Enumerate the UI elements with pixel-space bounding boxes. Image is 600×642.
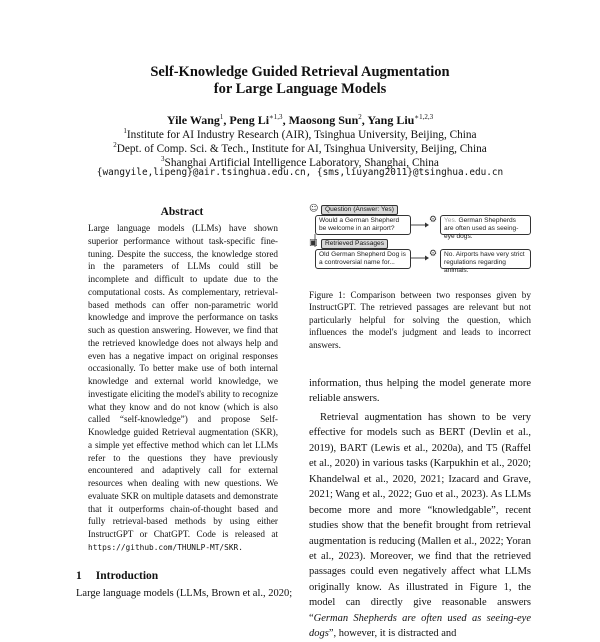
abstract-heading: Abstract (160, 206, 204, 218)
retriever-icon: ▣ (309, 238, 318, 248)
paper-title (0, 64, 600, 98)
author-sup: ∗1,3 (269, 113, 283, 121)
affiliation-2: $^2$Dept. of Comp. Sci. & Tech., Institute for AI, Tsinghua University, Beijing, China (113, 141, 487, 155)
author-emails: {wangyile,lipeng}@air.tsinghua.edu.cn, {sms,liuyang2011}@tsinghua.edu.cn (96, 167, 504, 178)
paragraph-retrieval-augmentation: Retrieval augmentation has shown to be very effective for models such as BERT (Devlin et al., 2019), BART (Lewis et al., 2020a), and T5 (Raffel et al., 2020) in various tasks (Karpukhin et al., 2020; Khandelwal et al., 2020, 2021; Izacard and Grave, 2021; Wang et al., 2022; Guo et al., 2023). As LLMs become more and more “knowledgable”, recent studies show that the benefit brought from retrieval augmentation is reducing (Mallen et al., 2022; Yoran et al., 2023). Moreover, we find that the retrieved passages could even negatively affect what LLMs originally know. As illustrated in Figure 1, the model can directly give reasonable answers “German Shepherds are often used as seeing-eye dogs”, however, it is distracted and (309, 411, 531, 640)
author-name: Peng Li (229, 113, 270, 127)
author-sup: 2 (358, 113, 362, 121)
passages-label: Retrieved Passages (321, 239, 388, 249)
answer-1-text: German Shepherds are often used as seeing-eye dogs. (444, 217, 519, 240)
author-name: Maosong Sun (288, 113, 359, 127)
affiliation-3: $^3$Shanghai Artificial Intelligence Laboratory, Shanghai, China (161, 155, 439, 169)
author-name: Yile Wang (166, 113, 220, 127)
abstract-text: Large language models (LLMs) have shown superior performance without task-specific fine-tuning. Despite the success, the knowledge stored in the parameters of LLMs could still be incomplete and difficult to update due to the computational costs. As complementary, retrieval-based methods can offer non-parametric world knowledge and improve the performance on tasks such as question answering. However, we find that the retrieved knowledge does not always help and even has a negative impact on original responses occasionally. To better make use of both internal knowledge and external world knowledge, we investigate eliciting the model's ability to recognize what they know and do not know (which is also called “self-knowledge”) and propose Self-Knowledge guided Retrieval augmentation (SKR), a simple yet effective method which can let LLMs refer to the questions they have previously encountered and adaptively call for external resources when dealing with new questions. We evaluate SKR on multiple datasets and demonstrate that it outperforms chain-of-thought based and fully retrieval-based methods by using either InstructGPT or ChatGPT. Code is released at (88, 223, 278, 539)
answer-box-2: No. Airports have very strict regulations regarding animals. (440, 249, 531, 269)
author-list: Yile Wang$^1$, Peng $Li^{∗1,3}$, Maosong Sun$^2$, Yang Liu$^{∗1,2,3}$ (166, 113, 434, 127)
title-line-1: Self-Knowledge Guided Retrieval Augmentation (150, 64, 450, 80)
author-sup: 1 (219, 113, 224, 121)
affiliation-1: $^1$Institute for AI Industry Research (AIR), Tsinghua University, Beijing, China (123, 127, 477, 141)
robot-icon: ⚙ (429, 215, 438, 225)
right-column-text (309, 376, 531, 642)
figure-1-caption: Figure 1: Comparison between two responses given by InstructGPT. The retrieved passages are relevant but not particularly helpful for solving the question, which influences the model's judgment and leads to incorrect answers. (309, 290, 531, 350)
code-url: https://github.com/THUNLP-MT/SKR. (88, 542, 243, 552)
answer-1-prefix: Yes. (444, 217, 457, 224)
robot-icon-2: ⚙ (429, 249, 438, 259)
paragraph-continuation: information, thus helping the model generate more reliable answers. (309, 378, 531, 405)
author-name: Yang Liu (367, 113, 415, 127)
answer-box-1 (440, 215, 531, 240)
user-icon: ☺ (309, 204, 319, 214)
author-sup: ∗1,2,3 (414, 113, 434, 121)
abstract-body (88, 222, 278, 555)
question-box: Would a German Shepherd be welcome in an airport? (315, 215, 411, 235)
question-label: Question (Answer: Yes) (321, 205, 398, 215)
passages-box: Old German Shepherd Dog is a controversial name for... (315, 249, 411, 269)
title-line-2: for Large Language Models (213, 81, 387, 97)
introduction-first-line: Large language models (LLMs, Brown et al., 2020; (76, 588, 293, 599)
figure-1 (309, 205, 531, 275)
section-heading-introduction: 1 Introduction (76, 570, 159, 582)
